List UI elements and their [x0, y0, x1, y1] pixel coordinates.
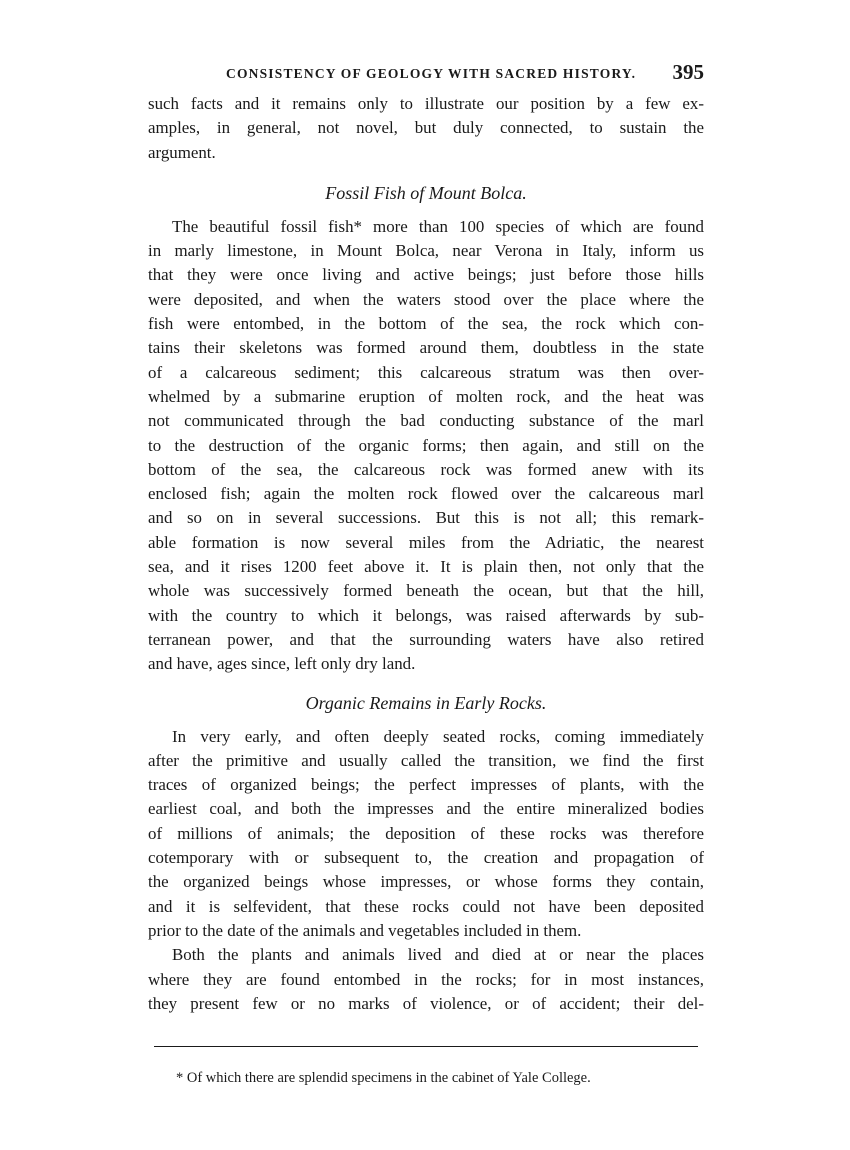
- text-line: In very early, and often deeply seated rocks, coming immediately: [172, 726, 704, 746]
- section-heading-fossil-fish: Fossil Fish of Mount Bolca.: [325, 182, 527, 203]
- text-line: terranean power, and that the surrounding waters have also retired: [148, 629, 704, 649]
- running-title: CONSISTENCY OF GEOLOGY WITH SACRED HISTORY.: [226, 66, 637, 81]
- footnote: * Of which there are splendid specimens in the cabinet of Yale College.: [176, 1070, 591, 1086]
- page-number: 395: [672, 60, 704, 84]
- text-line: and it is selfevident, that these rocks could not have been deposited: [148, 896, 704, 916]
- section-heading-organic-remains: Organic Remains in Early Rocks.: [305, 692, 547, 713]
- book-page: [148, 58, 704, 1086]
- paragraph-plants-animals: [148, 943, 704, 1016]
- text-line: to the destruction of the organic forms; then again, and still on the: [148, 435, 704, 455]
- text-line: and have, ages since, left only dry land.: [148, 654, 416, 674]
- text-line: The beautiful fossil fish* more than 100 species of which are found: [172, 216, 704, 236]
- footnote-divider: [154, 1046, 698, 1047]
- text-line: able formation is now several miles from the Adriatic, the nearest: [148, 532, 704, 552]
- text-line: of millions of animals; the deposition of these rocks was therefore: [148, 823, 704, 843]
- text-line: were deposited, and when the waters stood over the place where the: [148, 289, 704, 309]
- text-line: such facts and it remains only to illustrate our position by a few ex-: [148, 94, 704, 113]
- text-line: traces of organized beings; the perfect impresses of plants, with the: [148, 775, 704, 795]
- text-line: whole was successively formed beneath the ocean, but that the hill,: [148, 581, 704, 601]
- intro-paragraph: [148, 92, 704, 165]
- paragraph-fossil-fish: [148, 215, 704, 677]
- running-header: [148, 58, 704, 88]
- text-line: with the country to which it belongs, was raised afterwards by sub-: [148, 605, 704, 625]
- text-line: cotemporary with or subsequent to, the creation and propagation of: [148, 848, 704, 868]
- text-line: earliest coal, and both the impresses and the entire mineralized bodies: [148, 799, 704, 819]
- text-line: in marly limestone, in Mount Bolca, near Verona in Italy, inform us: [148, 241, 704, 261]
- text-line: amples, in general, not novel, but duly connected, to sustain the: [148, 118, 704, 138]
- text-line: after the primitive and usually called the transition, we find the first: [148, 750, 704, 770]
- text-line: tains their skeletons was formed around them, doubtless in the state: [148, 338, 704, 358]
- text-line: Both the plants and animals lived and died at or near the places: [172, 945, 704, 965]
- paragraph-organic-remains: [148, 725, 704, 944]
- text-line: and so on in several successions. But this is not all; this remark-: [148, 508, 704, 528]
- text-line: of a calcareous sediment; this calcareous stratum was then over-: [148, 362, 704, 382]
- text-line: sea, and it rises 1200 feet above it. It is plain then, not only that the: [148, 557, 704, 577]
- text-line: not communicated through the bad conducting substance of the marl: [148, 411, 704, 431]
- text-line: enclosed fish; again the molten rock flowed over the calcareous marl: [148, 484, 704, 504]
- text-line: where they are found entombed in the rocks; for in most instances,: [148, 969, 704, 989]
- text-line: they present few or no marks of violence, or of accident; their del-: [148, 993, 704, 1013]
- text-line: the organized beings whose impresses, or whose forms they contain,: [148, 872, 704, 892]
- text-line: argument.: [148, 142, 216, 162]
- text-line: bottom of the sea, the calcareous rock was formed anew with its: [148, 459, 704, 479]
- text-line: whelmed by a submarine eruption of molten rock, and the heat was: [148, 386, 704, 406]
- text-line: fish were entombed, in the bottom of the sea, the rock which con-: [148, 314, 704, 334]
- text-line: that they were once living and active beings; just before those hills: [148, 265, 704, 285]
- text-line: prior to the date of the animals and vegetables included in them.: [148, 920, 582, 940]
